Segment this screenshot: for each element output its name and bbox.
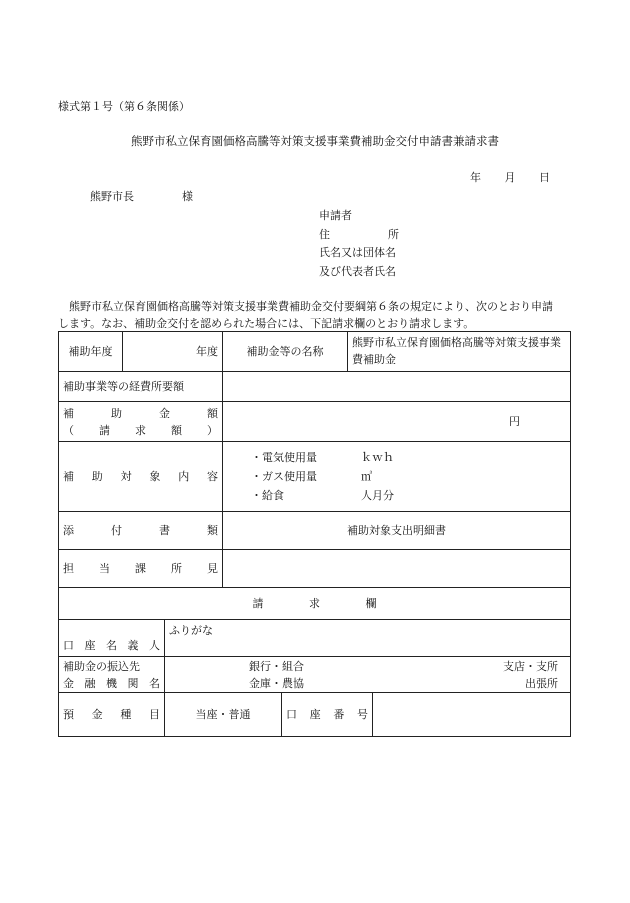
request-char: ）: [207, 423, 218, 437]
account-number-char: 口: [286, 708, 297, 721]
expense-label: [59, 372, 223, 402]
attachment-label: [59, 512, 223, 550]
amount-label: [59, 402, 223, 442]
bank-label-char: 名: [149, 676, 160, 690]
deposit-char: 目: [148, 708, 160, 721]
date-month-label: 月: [504, 171, 516, 184]
content-label: [59, 442, 223, 512]
deposit-char: 金: [91, 708, 103, 721]
table-row: [59, 402, 571, 442]
content-item-label: ・給食: [251, 489, 284, 502]
account-holder-char: 座: [84, 639, 96, 652]
branch-type-1: 支店・支所: [503, 659, 558, 673]
applicant-name-label-2: 及び代表者氏名: [319, 264, 396, 278]
attachment-char: 添: [63, 524, 74, 537]
content-item-unit: 人月分: [361, 489, 394, 502]
content-item-label: ・ガス使用量: [251, 470, 317, 483]
bank-label-char: 機: [106, 676, 117, 690]
account-holder-char: 義: [127, 639, 139, 652]
bank-field[interactable]: [165, 657, 571, 693]
account-number-field[interactable]: [373, 693, 571, 737]
applicant-block: [319, 207, 399, 281]
content-item-unit: ㎥: [361, 470, 372, 483]
application-form-table: [58, 331, 571, 737]
address-char: 所: [388, 227, 399, 241]
table-row: [59, 620, 571, 657]
bank-label: [59, 657, 165, 693]
request-char: （: [63, 423, 74, 437]
content-item-label: ・電気使用量: [251, 451, 317, 464]
bank-label-line-1: 補助金の振込先: [63, 659, 140, 673]
opinion-char: 所: [171, 562, 182, 575]
form-number: 様式第１号（第６条関係）: [58, 100, 190, 113]
account-number-char: 番: [333, 708, 345, 721]
bank-type-1: 銀行・組合: [249, 659, 304, 673]
bank-line-2: [169, 675, 566, 692]
application-statement: [58, 298, 580, 332]
account-holder-label: [59, 620, 165, 657]
subsidy-name-label: 補助金等の名称: [223, 332, 348, 372]
list-item: [251, 486, 566, 505]
content-char: 内: [178, 470, 190, 483]
content-char: 助: [91, 470, 103, 483]
request-char: 請: [99, 423, 110, 437]
table-row: [59, 657, 571, 693]
addressee-name: 熊野市長: [90, 190, 134, 203]
deposit-char: 種: [120, 708, 132, 721]
amount-char: 補: [63, 406, 74, 420]
table-row: [59, 372, 571, 402]
attachment-char: 書: [159, 524, 170, 537]
amount-char: 金: [159, 406, 170, 420]
bank-label-char: 関: [127, 676, 139, 690]
amount-char: 額: [207, 406, 218, 420]
deposit-char: 預: [63, 708, 74, 721]
applicant-name-label-1: 氏名又は団体名: [319, 246, 396, 259]
request-section-char: 求: [309, 597, 320, 610]
fiscal-year-field[interactable]: 年度: [123, 332, 223, 372]
account-holder-field[interactable]: [165, 620, 571, 657]
content-field[interactable]: [223, 442, 571, 512]
bank-label-char: 融: [84, 676, 96, 690]
request-section-char: 欄: [365, 597, 377, 610]
fiscal-year-label: 補助年度: [59, 332, 123, 372]
request-section-header: [59, 588, 571, 620]
deposit-type-label: [59, 693, 165, 737]
attachment-char: 付: [111, 524, 122, 537]
applicant-address-label: [319, 226, 399, 245]
account-holder-char: 名: [106, 639, 117, 652]
opinion-field[interactable]: [223, 550, 571, 588]
amount-char: 助: [111, 406, 122, 420]
deposit-type-value[interactable]: 当座・普通: [165, 693, 282, 737]
expense-field[interactable]: [223, 372, 571, 402]
table-row: [59, 332, 571, 372]
list-item: [251, 467, 566, 486]
date-fields: [470, 169, 550, 185]
table-row: [59, 588, 571, 620]
address-char: 住: [319, 227, 330, 241]
table-row: [59, 550, 571, 588]
bank-type-2: 金庫・農協: [249, 676, 304, 690]
opinion-char: 当: [99, 562, 110, 575]
content-char: 補: [63, 470, 74, 483]
account-number-char: 号: [356, 708, 368, 721]
account-number-label: [282, 693, 373, 737]
subsidy-name-value: 熊野市私立保育園価格高騰等対策支援事業費補助金: [348, 332, 571, 372]
applicant-heading: 申請者: [319, 209, 352, 222]
table-row: [59, 693, 571, 737]
opinion-char: 担: [63, 562, 74, 575]
content-item-unit: ｋｗｈ: [361, 451, 394, 464]
content-char: 容: [206, 470, 218, 483]
account-holder-char: 口: [63, 639, 74, 652]
expense-label-text: 補助事業等の経費所要額: [63, 380, 184, 393]
content-char: 対: [120, 470, 132, 483]
furigana-label: ふりがな: [169, 624, 213, 637]
request-section-char: 請: [252, 597, 264, 610]
content-char: 象: [149, 470, 161, 483]
attachment-value: 補助対象支出明細書: [223, 512, 571, 550]
date-day-label: 日: [539, 171, 550, 184]
opinion-char: 課: [135, 562, 146, 575]
addressee-suffix: 様: [182, 190, 193, 203]
table-row: [59, 512, 571, 550]
statement-line-1: 熊野市私立保育園価格高騰等対策支援事業費補助金交付要綱第６条の規定により、次のとおり申請: [69, 300, 553, 313]
request-char: 額: [171, 423, 182, 437]
bank-label-char: 金: [63, 676, 74, 690]
branch-type-2: 出張所: [525, 676, 558, 690]
account-holder-char: 人: [149, 639, 160, 652]
amount-field[interactable]: 円: [223, 402, 571, 442]
request-char: 求: [135, 423, 146, 437]
account-number-char: 座: [309, 708, 321, 721]
opinion-label: [59, 550, 223, 588]
list-item: [251, 448, 566, 467]
date-year-label: 年: [470, 171, 481, 184]
opinion-char: 見: [207, 562, 218, 575]
document-title: 熊野市私立保育園価格高騰等対策支援事業費補助金交付申請書兼請求書: [131, 134, 499, 148]
bank-line-1: [169, 658, 566, 675]
attachment-char: 類: [207, 524, 218, 537]
addressee: [90, 188, 193, 204]
table-row: [59, 442, 571, 512]
statement-line-2: します。なお、補助金交付を認められた場合には、下記請求欄のとおり請求します。: [58, 317, 475, 330]
